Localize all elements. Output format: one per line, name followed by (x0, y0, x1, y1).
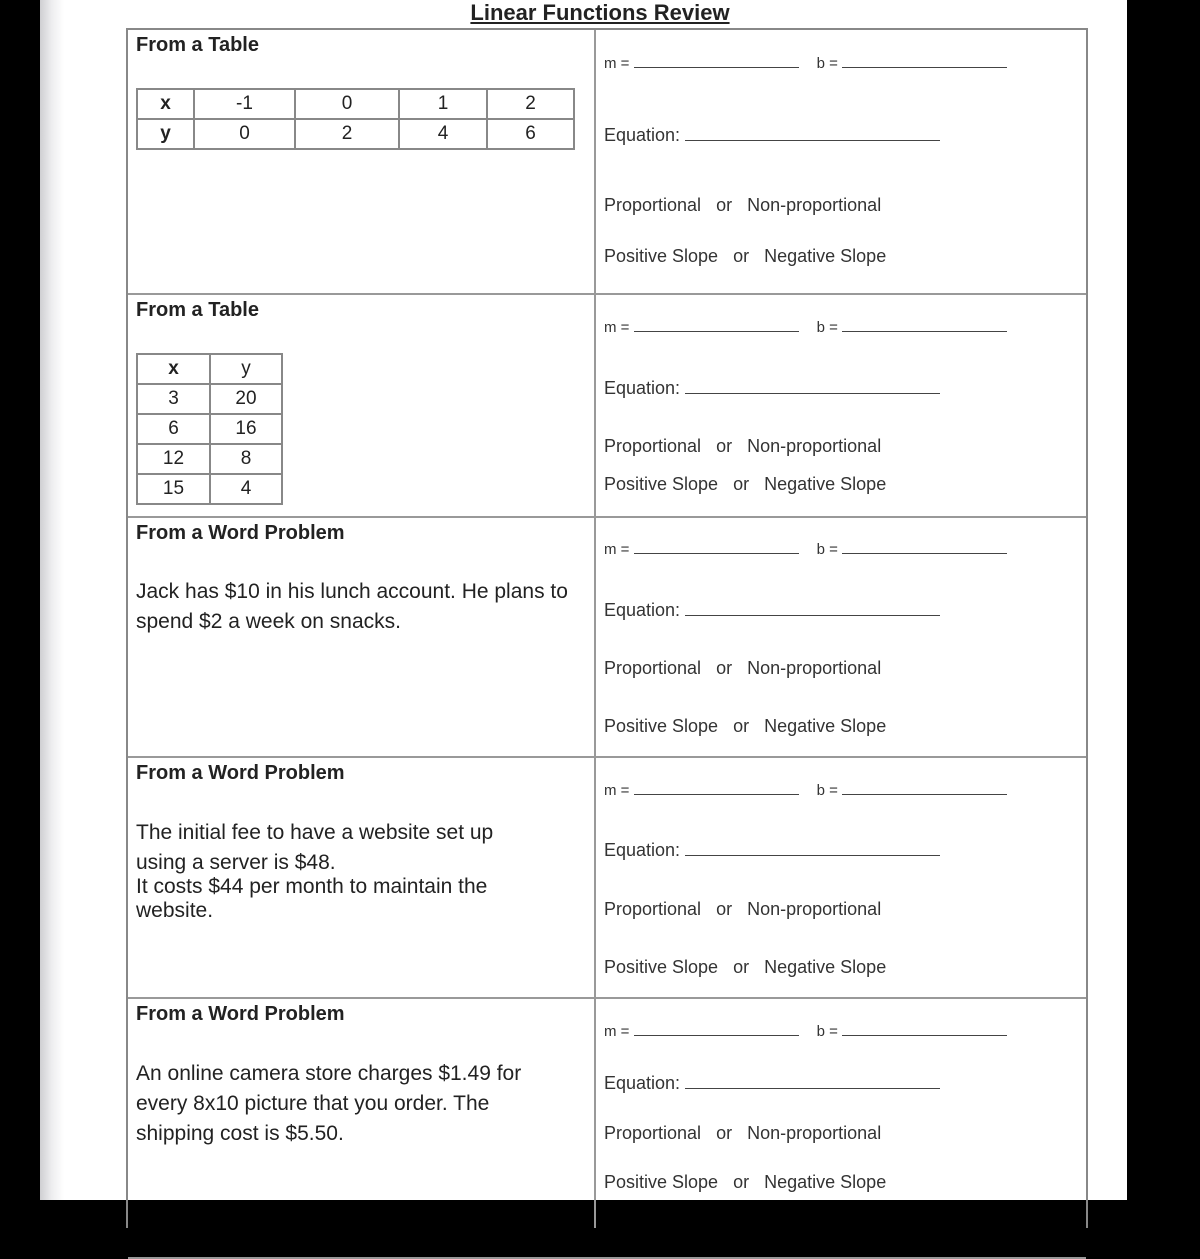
or-text: or (716, 899, 733, 919)
word-problem-text: Jack has $10 in his lunch account. He plans to spend $2 a week on snacks. (136, 580, 568, 633)
b-label: b = (816, 55, 838, 72)
table-row (137, 89, 574, 119)
positive-slope-option[interactable]: Positive Slope (604, 1172, 719, 1192)
positive-slope-option[interactable]: Positive Slope (604, 716, 719, 736)
positive-slope-option[interactable]: Positive Slope (604, 474, 719, 494)
negative-slope-option[interactable]: Negative Slope (764, 246, 887, 266)
table-cell: 2 (295, 119, 399, 149)
proportional-option[interactable]: Proportional (604, 195, 702, 215)
problem-row (128, 30, 1086, 295)
table-cell: 6 (137, 414, 210, 444)
slope-field[interactable] (604, 319, 1007, 336)
non-proportional-option[interactable]: Non-proportional (747, 658, 882, 678)
table-cell: 16 (210, 414, 282, 444)
section-heading: From a Table (136, 299, 259, 321)
proportional-option[interactable]: Proportional (604, 436, 702, 456)
problem-row (128, 999, 1086, 1259)
proportional-choice[interactable] (604, 658, 881, 679)
table-row (137, 444, 282, 474)
non-proportional-option[interactable]: Non-proportional (747, 436, 882, 456)
page-title: Linear Functions Review (470, 0, 730, 25)
m-label: m = (604, 782, 630, 799)
section-heading: From a Word Problem (136, 522, 345, 544)
equation-label: Equation: (604, 1073, 681, 1093)
xy-table (136, 88, 575, 150)
equation-field[interactable] (604, 378, 940, 399)
table-cell: -1 (194, 89, 295, 119)
section-heading: From a Table (136, 34, 259, 56)
equation-label: Equation: (604, 125, 681, 145)
table-cell: 0 (194, 119, 295, 149)
or-text: or (733, 1172, 750, 1192)
non-proportional-option[interactable]: Non-proportional (747, 1123, 882, 1143)
equation-field[interactable] (604, 840, 940, 861)
table-cell: 0 (295, 89, 399, 119)
or-text: or (716, 195, 733, 215)
positive-slope-option[interactable]: Positive Slope (604, 246, 719, 266)
table-cell: 4 (399, 119, 487, 149)
table-cell: 4 (210, 474, 282, 504)
table-cell: 1 (399, 89, 487, 119)
word-problem-text: An online camera store charges $1.49 for every 8x10 picture that you order. The shipping cost is $5.50. (136, 1062, 522, 1145)
table-cell: 3 (137, 384, 210, 414)
equation-label: Equation: (604, 840, 681, 860)
m-label: m = (604, 55, 630, 72)
proportional-option[interactable]: Proportional (604, 899, 702, 919)
proportional-option[interactable]: Proportional (604, 658, 702, 678)
or-text: or (733, 716, 750, 736)
table-cell: y (137, 119, 194, 149)
negative-slope-option[interactable]: Negative Slope (764, 1172, 887, 1192)
or-text: or (716, 1123, 733, 1143)
slope-choice[interactable] (604, 716, 886, 737)
m-label: m = (604, 541, 630, 558)
positive-slope-option[interactable]: Positive Slope (604, 957, 719, 977)
slope-choice[interactable] (604, 246, 886, 267)
equation-field[interactable] (604, 1073, 940, 1094)
non-proportional-option[interactable]: Non-proportional (747, 195, 882, 215)
table-cell: x (137, 89, 194, 119)
table-cell: 15 (137, 474, 210, 504)
or-text: or (733, 474, 750, 494)
xy-table (136, 353, 283, 505)
table-cell: 2 (487, 89, 574, 119)
negative-slope-option[interactable]: Negative Slope (764, 474, 887, 494)
m-label: m = (604, 319, 630, 336)
table-cell: 8 (210, 444, 282, 474)
section-heading: From a Word Problem (136, 1003, 345, 1025)
negative-slope-option[interactable]: Negative Slope (764, 957, 887, 977)
word-problem-text: The initial fee to have a website set up using a server is $48. (136, 821, 494, 874)
b-label: b = (816, 1023, 838, 1040)
equation-label: Equation: (604, 378, 681, 398)
slope-field[interactable] (604, 55, 1007, 72)
table-header-cell: y (210, 354, 282, 384)
worksheet-grid (126, 28, 1088, 1228)
equation-label: Equation: (604, 600, 681, 620)
equation-field[interactable] (604, 600, 940, 621)
table-row (137, 119, 574, 149)
slope-field[interactable] (604, 541, 1007, 558)
non-proportional-option[interactable]: Non-proportional (747, 899, 882, 919)
negative-slope-option[interactable]: Negative Slope (764, 716, 887, 736)
or-text: or (716, 436, 733, 456)
slope-field[interactable] (604, 1023, 1007, 1040)
table-row (137, 414, 282, 444)
section-heading: From a Word Problem (136, 762, 345, 784)
slope-choice[interactable] (604, 1172, 886, 1193)
table-header-cell: x (137, 354, 210, 384)
b-label: b = (816, 319, 838, 336)
word-problem-text-2: It costs $44 per month to maintain the website. (136, 875, 488, 922)
problem-row (128, 295, 1086, 518)
slope-choice[interactable] (604, 957, 886, 978)
or-text: or (733, 957, 750, 977)
proportional-option[interactable]: Proportional (604, 1123, 702, 1143)
proportional-choice[interactable] (604, 1123, 881, 1144)
table-row (137, 474, 282, 504)
or-text: or (716, 658, 733, 678)
table-cell: 20 (210, 384, 282, 414)
table-cell: 6 (487, 119, 574, 149)
or-text: or (733, 246, 750, 266)
b-label: b = (816, 541, 838, 558)
proportional-choice[interactable] (604, 899, 881, 920)
proportional-choice[interactable] (604, 195, 881, 216)
proportional-choice[interactable] (604, 436, 881, 457)
slope-choice[interactable] (604, 474, 886, 495)
equation-field[interactable] (604, 125, 940, 146)
table-cell: 12 (137, 444, 210, 474)
table-row (137, 384, 282, 414)
b-label: b = (816, 782, 838, 799)
problem-row (128, 758, 1086, 999)
problem-row (128, 518, 1086, 758)
m-label: m = (604, 1023, 630, 1040)
slope-field[interactable] (604, 782, 1007, 799)
table-header (137, 354, 282, 384)
